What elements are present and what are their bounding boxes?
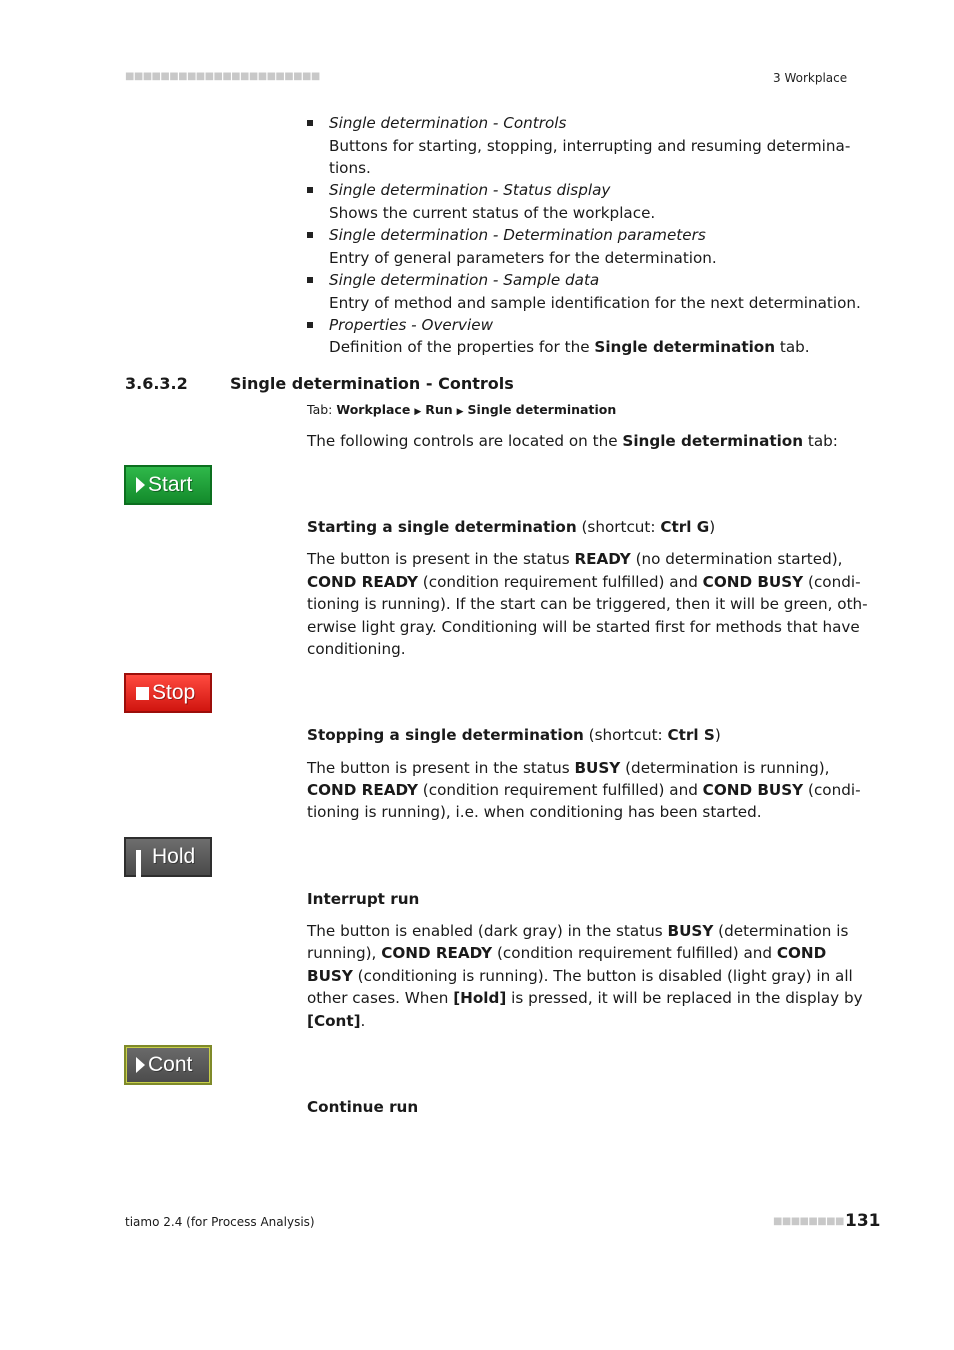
cont-heading: Continue run — [307, 1098, 419, 1116]
hold-heading: Interrupt run — [307, 890, 420, 908]
footer-product: tiamo 2.4 (for Process Analysis) — [125, 1215, 315, 1229]
bullet-title: Single determination - Determination parameters — [329, 226, 706, 244]
bullet-title: Properties - Overview — [329, 316, 493, 334]
running-header-section: 3 Workplace — [773, 71, 848, 85]
stop-desc: tioning is running), i.e. when conditioning has been started. — [307, 803, 762, 821]
bullet-square-icon — [307, 277, 313, 283]
start-desc: tioning is running). If the start can be triggered, then it will be green, oth- — [307, 595, 868, 613]
stop-icon — [136, 687, 149, 700]
play-icon — [136, 1057, 145, 1073]
bullet-title: Single determination - Status display — [329, 181, 611, 199]
hold-desc: BUSY (conditioning is running). The button is disabled (light gray) in all — [307, 967, 853, 985]
bullet-square-icon — [307, 232, 313, 238]
section-number: 3.6.3.2 — [125, 374, 188, 393]
bullet-title: Single determination - Controls — [329, 114, 567, 132]
stop-heading: Stopping a single determination (shortcut: Ctrl S) — [307, 726, 721, 744]
play-icon — [136, 477, 145, 493]
stop-desc: The button is present in the status BUSY (determination is running), — [307, 759, 830, 777]
tab-path: Tab: Workplace ▶ Run ▶ Single determination — [307, 402, 617, 417]
pause-icon — [136, 850, 149, 865]
bullet-square-icon — [307, 322, 313, 328]
bullet-desc: tions. — [329, 159, 371, 177]
bullet-desc: Buttons for starting, stopping, interrupting and resuming determina- — [329, 137, 851, 155]
triangle-right-icon: ▶ — [456, 407, 464, 417]
hold-desc: [Cont]. — [307, 1012, 366, 1030]
hold-desc: The button is enabled (dark gray) in the status BUSY (determination is — [307, 922, 849, 940]
bullet-desc: Definition of the properties for the Single determination tab. — [329, 338, 810, 356]
bullet-title: Single determination - Sample data — [329, 271, 600, 289]
stop-desc: COND READY (condition requirement fulfilled) and COND BUSY (condi- — [307, 781, 861, 799]
start-button[interactable]: Start — [124, 465, 212, 505]
header-dots: ■■■■■■■■■■■■■■■■■■■■■■ — [125, 71, 320, 82]
section-title: Single determination - Controls — [230, 374, 514, 393]
bullet-desc: Entry of general parameters for the determination. — [329, 249, 717, 267]
start-desc: COND READY (condition requirement fulfilled) and COND BUSY (condi- — [307, 573, 861, 591]
start-desc: erwise light gray. Conditioning will be started first for methods that have — [307, 618, 860, 636]
bullet-square-icon — [307, 187, 313, 193]
bullet-desc: Entry of method and sample identification for the next determination. — [329, 294, 861, 312]
hold-desc: running), COND READY (condition requirement fulfilled) and COND — [307, 944, 827, 962]
bullet-desc: Shows the current status of the workplace. — [329, 204, 656, 222]
bullet-square-icon — [307, 120, 313, 126]
footer-dots: ■■■■■■■■ — [773, 1216, 844, 1227]
cont-button[interactable]: Cont — [124, 1045, 212, 1085]
stop-button[interactable]: Stop — [124, 673, 212, 713]
start-desc: conditioning. — [307, 640, 406, 658]
start-desc: The button is present in the status READY (no determination started), — [307, 550, 843, 568]
hold-desc: other cases. When [Hold] is pressed, it will be replaced in the display by — [307, 989, 863, 1007]
intro-text: The following controls are located on the Single determination tab: — [307, 432, 838, 450]
triangle-right-icon: ▶ — [414, 407, 422, 417]
hold-button[interactable]: Hold — [124, 837, 212, 877]
page-number: 131 — [845, 1211, 881, 1231]
start-heading: Starting a single determination (shortcut: Ctrl G) — [307, 518, 716, 536]
